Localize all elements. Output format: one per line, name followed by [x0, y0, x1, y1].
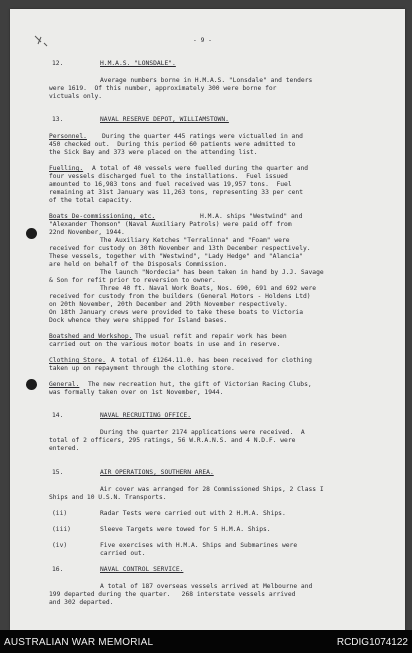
s15-item-line: carried out.: [100, 550, 146, 557]
section-15-number: 15.: [52, 469, 64, 476]
s15-intro-line: Ships and 10 U.S.N. Transports.: [49, 494, 167, 501]
boats-line: The Auxiliary Ketches "Terralinna" and "Foam" were: [100, 237, 290, 244]
fuelling-line: four vessels discharged fuel to the installations. Fuel issued: [49, 173, 288, 180]
fuelling-line: remaining at 31st January was 11,263 tons, representing 33 per cent: [49, 189, 304, 196]
s15-item-line: Radar Tests were carried out with 2 H.M.A. Ships.: [100, 510, 286, 517]
section-13-number: 13.: [52, 116, 64, 123]
boats-line: The launch "Nordecia" has been taken in hand by J.J. Savage: [100, 269, 324, 276]
fuelling-line: of the total capacity.: [49, 197, 133, 204]
s14-line: total of 2 officers, 295 ratings, 56 W.R.A.N.S. and 4 N.D.F. were: [49, 437, 296, 444]
section-16-heading: NAVAL CONTROL SERVICE.: [100, 566, 184, 573]
boats-line: H.M.A. ships "Westwind" and: [200, 213, 303, 220]
general-line: was formally taken over on 1st November, 1944.: [49, 389, 224, 396]
s15-item-number: (iv): [52, 542, 68, 549]
s15-item-number: (iii): [52, 526, 71, 533]
document-page: [10, 9, 405, 630]
boats-line: received for custody from the builders (General Motors - Holdens Ltd): [49, 293, 311, 300]
boats-line: Three 40 ft. Naval Work Boats, Nos. 690, 691 and 692 were: [100, 285, 317, 292]
clothing-line: A total of £1264.11.0. has been received for clothing: [111, 357, 312, 364]
s14-line: entered.: [49, 445, 80, 452]
archive-footer: [0, 630, 412, 653]
s15-intro-line: Air cover was arranged for 28 Commissioned Ships, 2 Class I: [100, 486, 324, 493]
section-14-number: 14.: [52, 412, 64, 419]
boats-line: On 18th January crews were provided to take these boats to Victoria: [49, 309, 304, 316]
boats-line: These vessels, together with "Westwind", "Lady Hedge" and "Alancia": [49, 253, 304, 260]
clothing-label: Clothing Store.: [49, 357, 106, 364]
boats-line: Dock whence they were shipped for Island bases.: [49, 317, 228, 324]
personnel-line: During the quarter 445 ratings were victualled in and: [102, 133, 303, 140]
boatshed-line: The usual refit and repair work has been: [135, 333, 287, 340]
footer-institution: AUSTRALIAN WAR MEMORIAL: [4, 637, 154, 648]
boats-line: received for custody on 30th November and 13th December respectively.: [49, 245, 311, 252]
section-15-heading: AIR OPERATIONS, SOUTHERN AREA.: [100, 469, 214, 476]
boats-line: 22nd November, 1944.: [49, 229, 125, 236]
footer-record-id: RCDIG1074122: [336, 637, 408, 648]
clothing-line: taken up on repayment through the clothing store.: [49, 365, 235, 372]
general-label: General.: [49, 381, 80, 388]
page-number: - 9 -: [193, 37, 212, 44]
s15-item-line: Five exercises with H.M.A. Ships and Submarines were: [100, 542, 298, 549]
punch-hole-icon: [26, 228, 37, 239]
s15-item-number: (ii): [52, 510, 68, 517]
personnel-label: Personnel.: [49, 133, 87, 140]
general-line: The new recreation hut, the gift of Victorian Racing Clubs,: [88, 381, 312, 388]
boats-line: on 20th November, 20th December and 29th November respectively.: [49, 301, 288, 308]
s16-line: A total of 187 overseas vessels arrived at Melbourne and: [100, 583, 313, 590]
s16-line: 199 departed during the quarter. 268 interstate vessels arrived: [49, 591, 296, 598]
fuelling-line: A total of 40 vessels were fuelled during the quarter and: [92, 165, 309, 172]
boats-label: Boats De-commissioning, etc.: [49, 213, 156, 220]
pencil-mark-icon: [32, 33, 56, 49]
s12-line: victuals only.: [49, 93, 103, 100]
section-16-number: 16.: [52, 566, 64, 573]
section-12-number: 12.: [52, 60, 64, 67]
s14-line: During the quarter 2174 applications were received. A: [100, 429, 305, 436]
section-13-heading: NAVAL RESERVE DEPOT, WILLIAMSTOWN.: [100, 116, 229, 123]
personnel-line: the Sick Bay and 373 were placed on the attending list.: [49, 149, 258, 156]
punch-hole-icon: [26, 379, 37, 390]
s12-line: were 1619. Of this number, approximately 300 were borne for: [49, 85, 277, 92]
section-14-heading: NAVAL RECRUITING OFFICE.: [100, 412, 191, 419]
fuelling-label: Fuelling.: [49, 165, 84, 172]
boats-line: are held on behalf of the Disposals Commission.: [49, 261, 228, 268]
personnel-line: 450 checked out. During this period 60 patients were admitted to: [49, 141, 296, 148]
boatshed-label: Boatshed and Workshop.: [49, 333, 133, 340]
boats-line: & Son for refit prior to reversion to owner.: [49, 277, 216, 284]
s12-line: Average numbers borne in H.M.A.S. "Lonsdale" and tenders: [100, 77, 313, 84]
fuelling-line: amounted to 16,983 tons and fuel received was 19,957 tons. Fuel: [49, 181, 292, 188]
s16-line: and 302 departed.: [49, 599, 114, 606]
section-12-heading: H.M.A.S. "LONSDALE".: [100, 60, 176, 67]
s15-item-line: Sleeve Targets were towed for 5 H.M.A. Ships.: [100, 526, 271, 533]
boatshed-line: carried out on the various motor boats in use and in reserve.: [49, 341, 281, 348]
boats-line: "Alexander Thomson" (Naval Auxiliary Patrols) were paid off from: [49, 221, 292, 228]
